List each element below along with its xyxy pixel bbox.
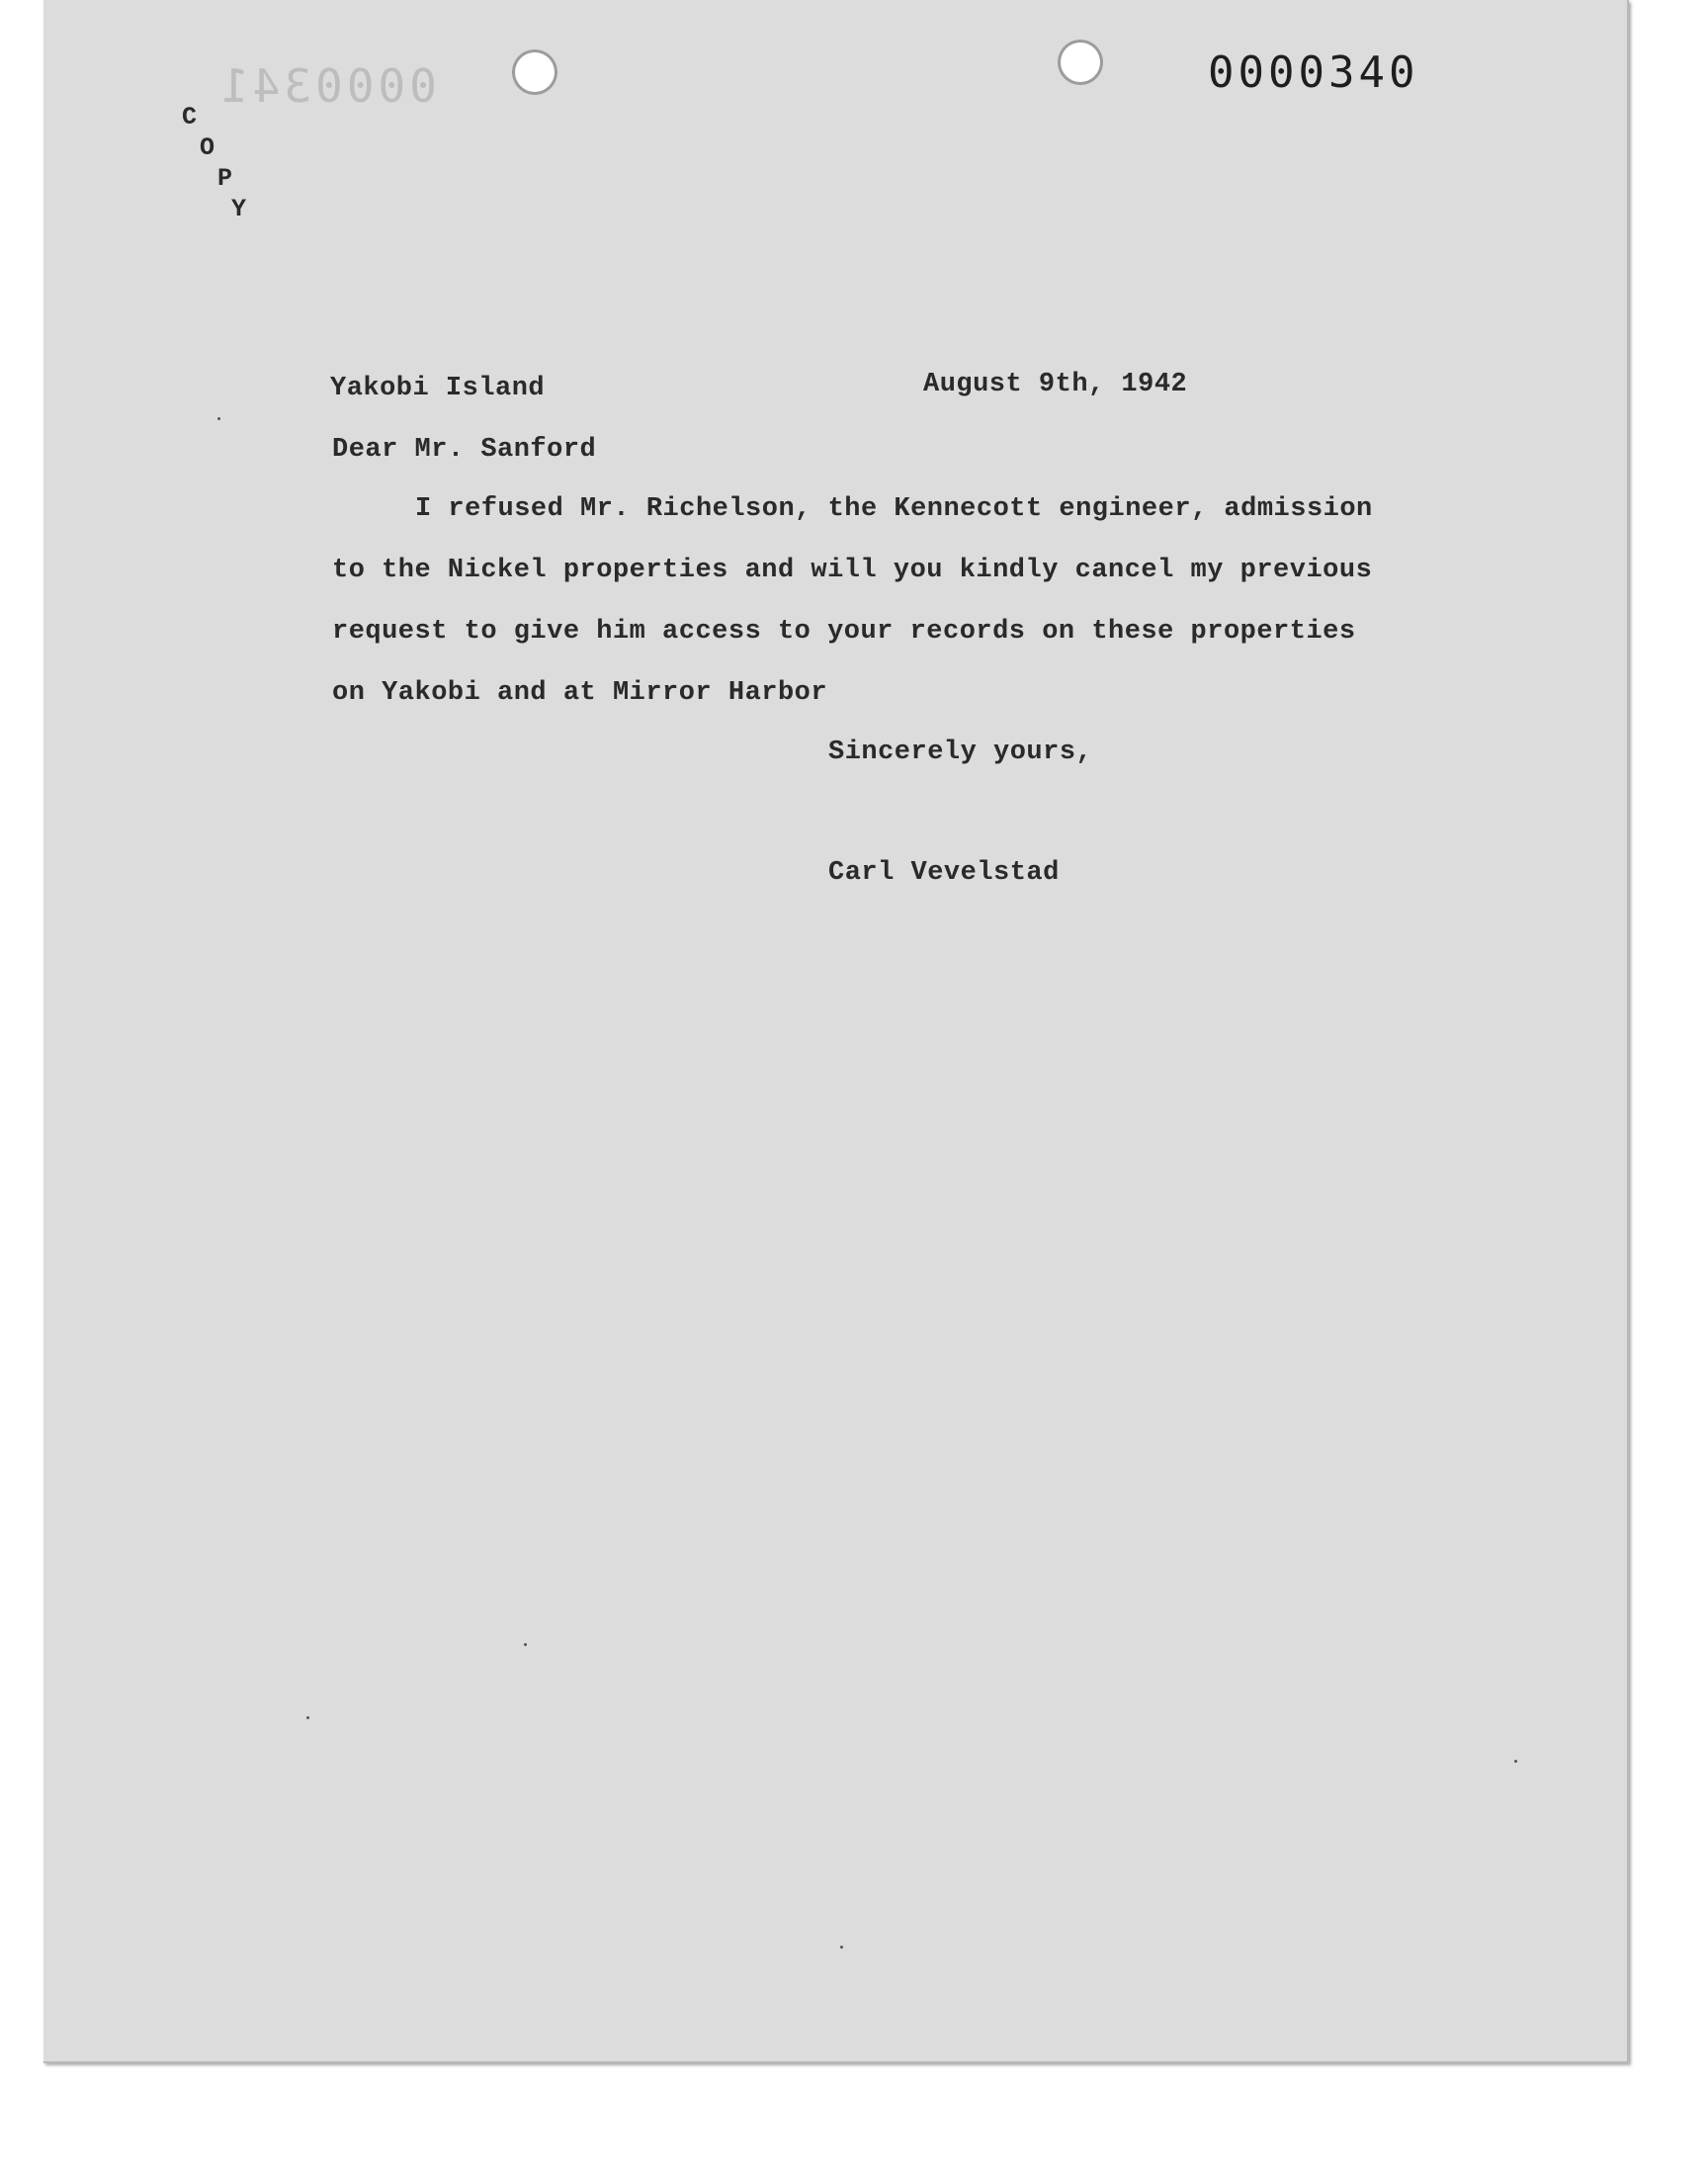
letter-date: August 9th, 1942 [923,370,1188,399]
punch-hole-right [1058,40,1103,85]
copy-mark-letter: Y [231,195,247,223]
punch-hole-left [512,49,557,95]
letter-body-line: request to give him access to your records on these properties [332,617,1356,647]
copy-mark-letter: O [200,133,215,162]
speck [1514,1760,1517,1763]
copy-mark-letter: P [217,164,233,193]
speck [306,1716,309,1719]
speck [840,1946,843,1949]
letter-signature: Carl Vevelstad [828,858,1060,888]
speck [524,1643,527,1646]
letter-body-line: I refused Mr. Richelson, the Kennecott engineer, admission [415,494,1373,524]
speck [217,417,220,420]
letter-body-line: on Yakobi and at Mirror Harbor [332,678,828,708]
letter-closing: Sincerely yours, [828,738,1093,767]
letter-place: Yakobi Island [330,374,546,403]
letter-salutation: Dear Mr. Sanford [332,435,597,465]
letter-body-line: to the Nickel properties and will you kindly cancel my previous [332,556,1373,585]
copy-mark-letter: C [182,103,198,131]
document-page [43,0,1629,2063]
document-number-stamp: 0000340 [1208,47,1419,98]
bleed-through-number: 0000341 [217,59,437,113]
